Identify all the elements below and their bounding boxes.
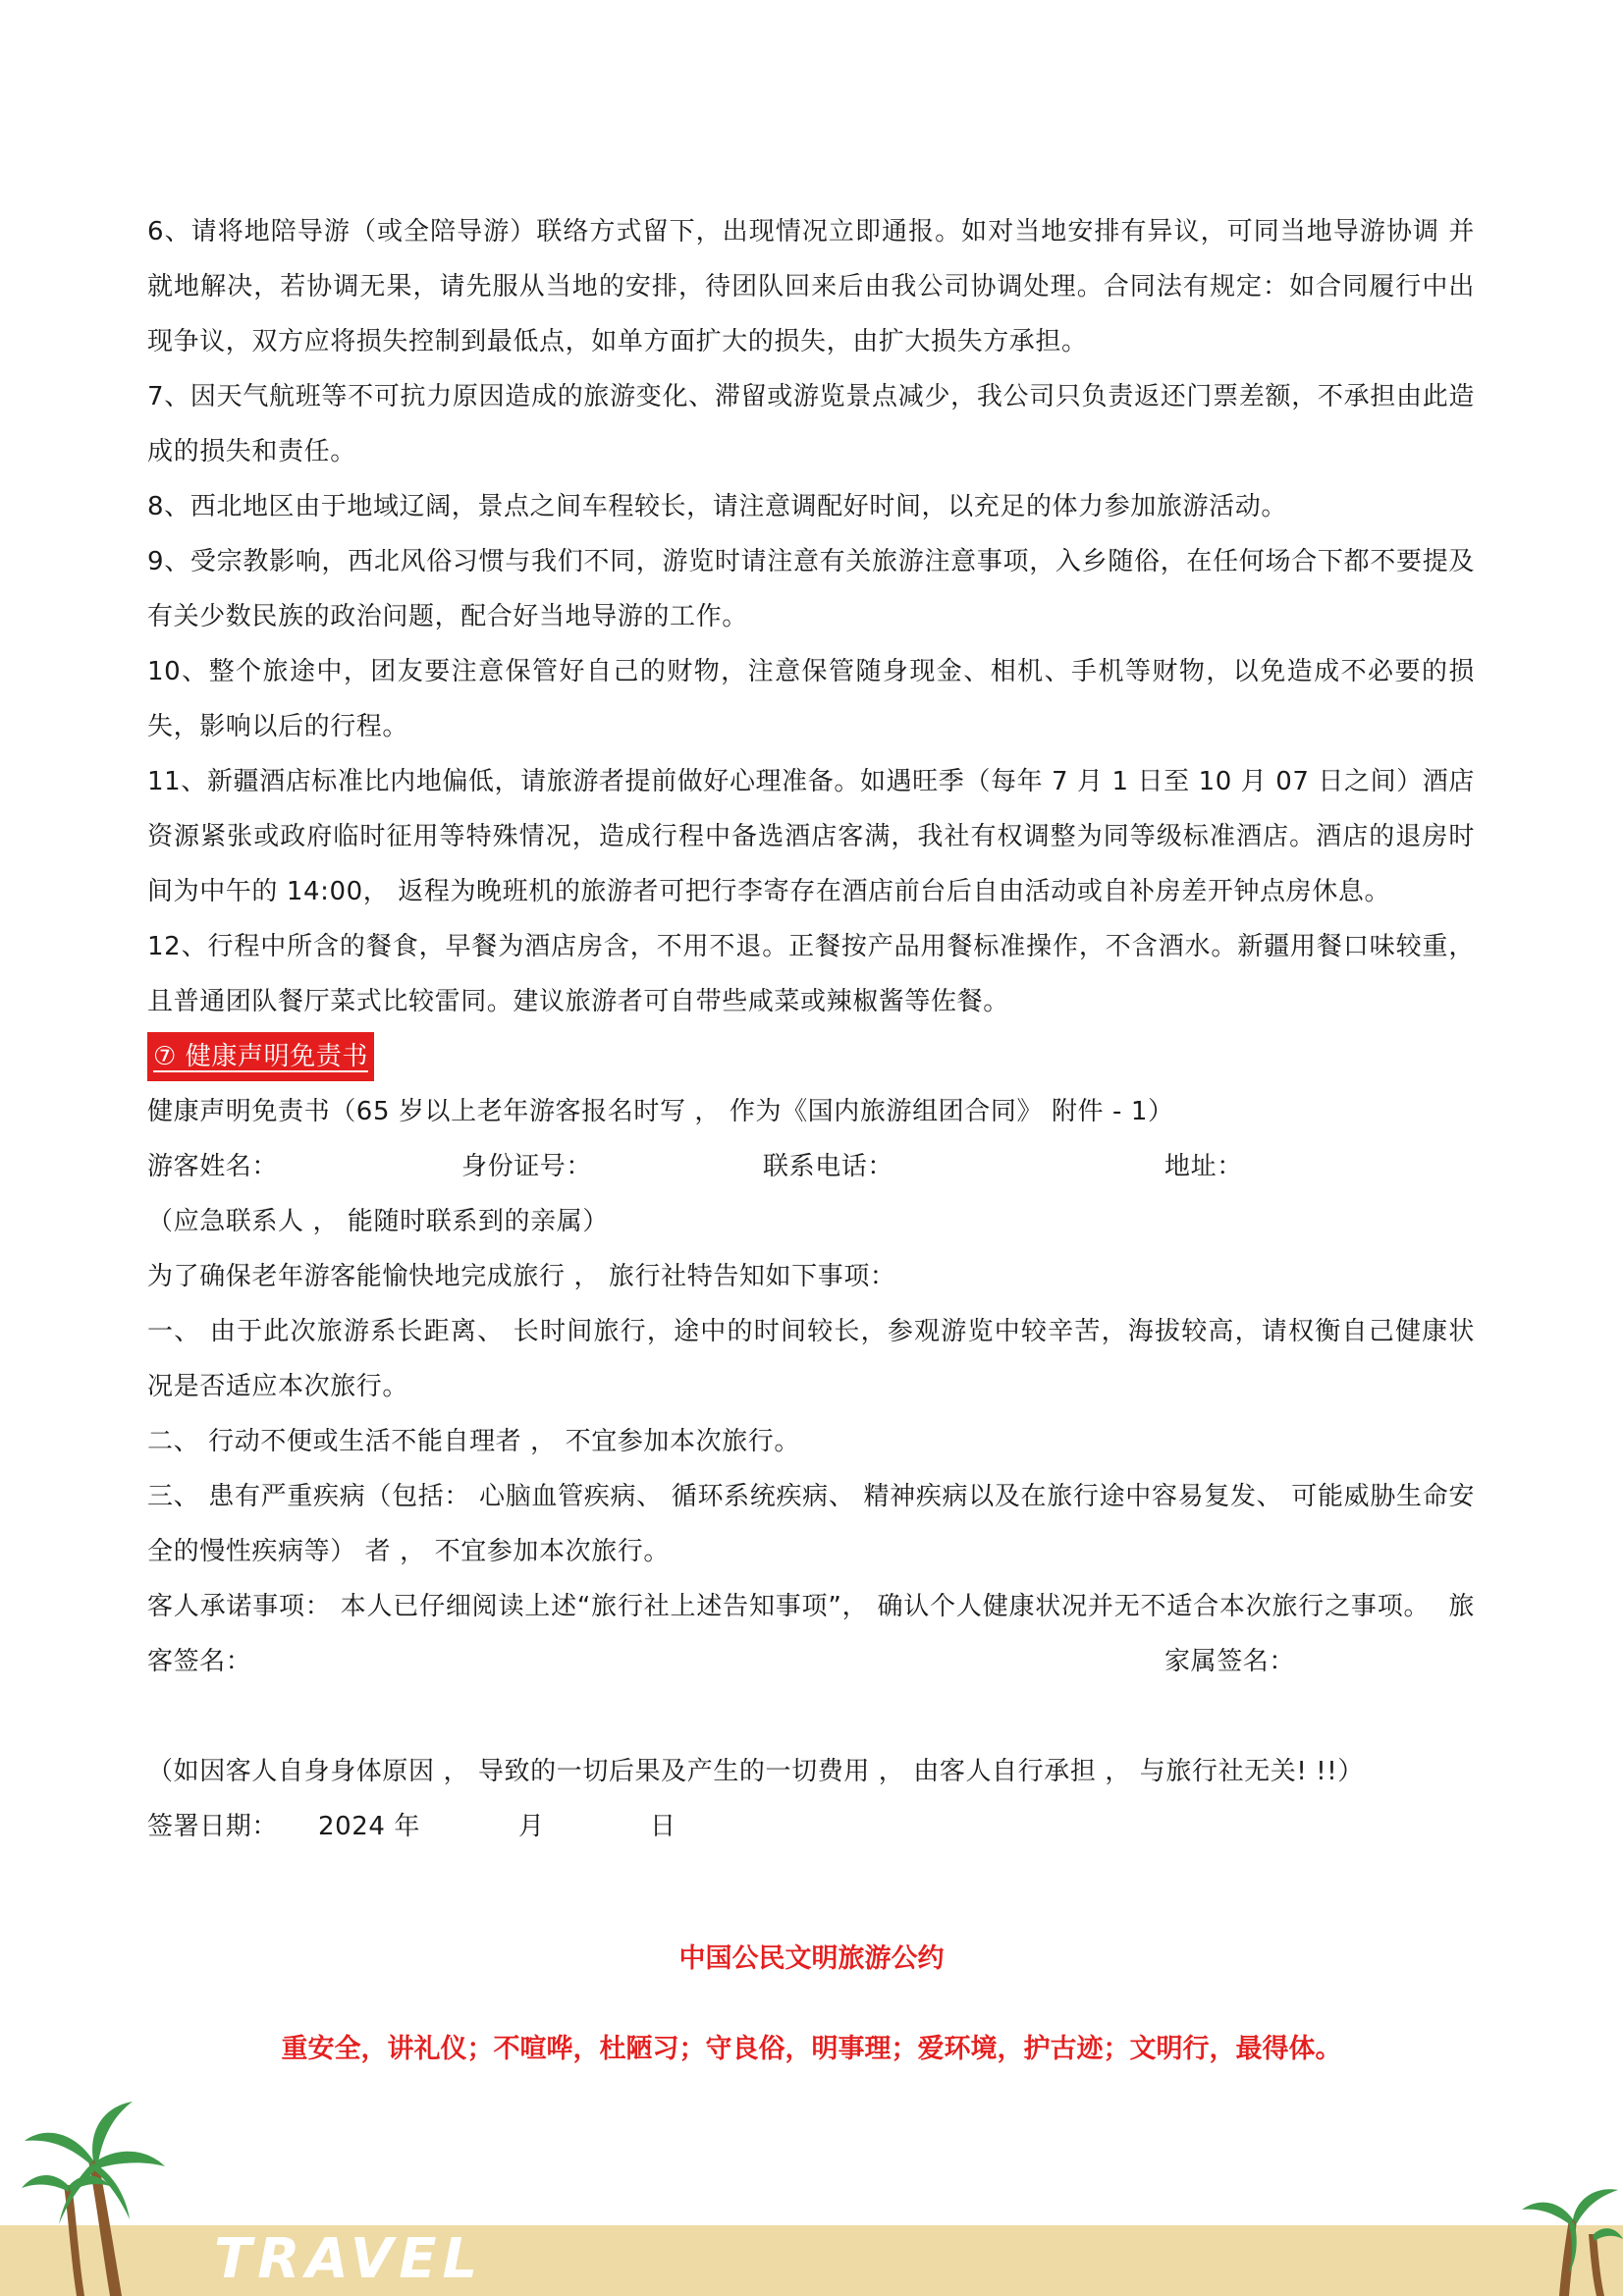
paragraph-11: 11、新疆酒店标准比内地偏低，请旅游者提前做好心理准备。如遇旺季（每年 7 月 1 日至 10 月 07 日之间）酒店资源紧张或政府临时征用等特殊情况，造成行程中备选酒店客满，我社有权调整为同等级标准酒店。酒店的退房时间为中午的 14:00， 返程为晚班机的旅游者可把行李寄存在酒店前台后自由活动或自补房差开钟点房休息。 bbox=[147, 767, 1475, 906]
travel-logo: TRAVEL bbox=[214, 2227, 484, 2291]
paragraph-6: 6、请将地陪导游（或全陪导游）联络方式留下，出现情况立即通报。如对当地安排有异议，可同当地导游协调 并就地解决，若协调无果，请先服从当地的安排，待团队回来后由我公司协调处理。合同法有规定：如合同履行中出现争议，双方应将损失控制到最低点，如单方面扩大的损失，由扩大损失方承担。 bbox=[147, 217, 1475, 356]
paragraph-10: 10、整个旅途中，团友要注意保管好自己的财物，注意保管随身现金、相机、手机等财物，以免造成不必要的损失，影响以后的行程。 bbox=[147, 657, 1475, 741]
section-heading: ⑦ 健康声明免责书 bbox=[147, 1032, 374, 1081]
date-month: 月 bbox=[518, 1812, 545, 1841]
date-label: 签署日期： bbox=[147, 1812, 279, 1841]
notice-item-1: 一、 由于此次旅游系长距离、 长时间旅行，途中的时间较长，参观游览中较辛苦，海拔较高，请权衡自己健康状 况是否适应本次旅行。 bbox=[147, 1317, 1475, 1401]
guest-signature-label: 旅客签名： bbox=[147, 1592, 1475, 1676]
convention-text: 重安全，讲礼仪；不喧哗，杜陋习；守良俗，明事理；爱环境，护古迹；文明行，最得体。 bbox=[281, 2034, 1342, 2064]
address-field-label: 地址： bbox=[1164, 1152, 1243, 1181]
notice-intro: 为了确保老年游客能愉快地完成旅行 ， 旅行社特告知如下事项： bbox=[147, 1262, 896, 1291]
health-title: 健康声明免责书（65 岁以上老年游客报名时写 ， 作为《国内旅游组团合同》 附件 - 1） bbox=[147, 1097, 1174, 1126]
document-body bbox=[147, 204, 1475, 1854]
palm-tree-left-icon bbox=[20, 2102, 167, 2296]
guest-promise bbox=[147, 1579, 1475, 1689]
family-signature-label: 家属签名： bbox=[1164, 1647, 1296, 1676]
paragraph-8: 8、西北地区由于地域辽阔，景点之间车程较长，请注意调配好时间，以充足的体力参加旅游活动。 bbox=[147, 492, 1287, 521]
disclaimer: （如因客人自身身体原因 ， 导致的一切后果及产生的一切费用 ， 由客人自行承担 ， 与旅行社无关! !!） bbox=[147, 1757, 1364, 1786]
date-year: 2024 年 bbox=[318, 1812, 421, 1841]
palm-tree-right-icon bbox=[1520, 2180, 1623, 2296]
spacer bbox=[147, 1689, 1475, 1744]
id-field-label: 身份证号： bbox=[461, 1152, 593, 1181]
paragraph-9: 9、受宗教影响，西北风俗习惯与我们不同，游览时请注意有关旅游注意事项，入乡随俗，在任何场合下都不要提及有关少数民族的政治问题，配合好当地导游的工作。 bbox=[147, 547, 1475, 631]
convention-title: 中国公民文明旅游公约 bbox=[678, 1943, 945, 1974]
notice-item-2: 二、 行动不便或生活不能自理者 ， 不宜参加本次旅行。 bbox=[147, 1427, 800, 1456]
paragraph-12: 12、行程中所含的餐食，早餐为酒店房含，不用不退。正餐按产品用餐标准操作，不含酒水。新疆用餐口味较重，且普通团队餐厅菜式比较雷同。建议旅游者可自带些咸菜或辣椒酱等佐餐。 bbox=[147, 932, 1475, 1016]
fields-row bbox=[147, 1139, 1475, 1194]
phone-field-label: 联系电话： bbox=[763, 1152, 894, 1181]
date-row bbox=[147, 1799, 1475, 1854]
promise-text: 客人承诺事项： 本人已仔细阅读上述“旅行社上述告知事项”， 确认个人健康状况并无不适合本次旅行之事项。 bbox=[147, 1592, 1431, 1621]
section-heading-wrap bbox=[147, 1029, 1475, 1084]
notice-item-3: 三、 患有严重疾病（包括： 心脑血管疾病、 循环系统疾病、 精神疾病以及在旅行途中容易复发、 可能威胁生命安 全的慢性疾病等） 者 ， 不宜参加本次旅行。 bbox=[147, 1482, 1475, 1566]
date-day: 日 bbox=[650, 1812, 676, 1841]
emergency-contact: （应急联系人 ， 能随时联系到的亲属） bbox=[147, 1207, 609, 1236]
paragraph-7: 7、因天气航班等不可抗力原因造成的旅游变化、滞留或游览景点减少，我公司只负责返还门票差额，不承担由此造成的损失和责任。 bbox=[147, 382, 1475, 466]
name-field-label: 游客姓名： bbox=[147, 1152, 279, 1181]
